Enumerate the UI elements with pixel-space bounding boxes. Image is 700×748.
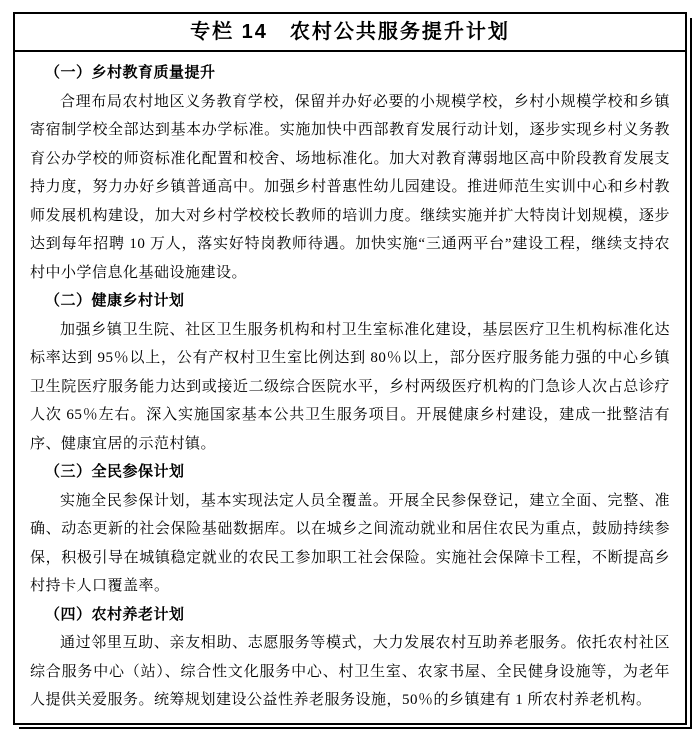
- section-paragraph: 通过邻里互助、亲友相助、志愿服务等模式，大力发展农村互助养老服务。依托农村社区综合服务中心（站）、综合性文化服务中心、村卫生室、农家书屋、全民健身设施等，为老年人提供关爱服务。统筹规划建设公益性养老服务设施，50％的乡镇建有 1 所农村养老机构。: [30, 635, 670, 708]
- info-box: [13, 12, 687, 725]
- box-shadow-right: [690, 18, 692, 729]
- box-title: 专栏 14 农村公共服务提升计划: [15, 14, 685, 52]
- section-paragraph: 合理布局农村地区义务教育学校，保留并办好必要的小规模学校，乡村小规模学校和乡镇寄宿制学校全部达到基本办学标准。实施加快中西部教育发展行动计划，逐步实现乡村义务教育公办学校的师资标准化配置和校舍、场地标准化。加大对教育薄弱地区高中阶段教育发展支持力度，努力办好乡镇普通高中。加强乡村普惠性幼儿园建设。推进师范生实训中心和乡村教师发展机构建设，加大对乡村学校校长教师的培训力度。继续实施并扩大特岗计划规模，逐步达到每年招聘 10 万人，落实好特岗教师待遇。加快实施“三通两平台”建设工程，继续支持农村中小学信息化基础设施建设。: [30, 93, 670, 281]
- section-health: [30, 287, 670, 458]
- section-heading: （一）乡村教育质量提升: [45, 65, 216, 81]
- section-elderly-care: [30, 601, 670, 715]
- section-paragraph: 实施全民参保计划，基本实现法定人员全覆盖。开展全民参保登记，建立全面、完整、准确、动态更新的社会保险基础数据库。以在城乡之间流动就业和居住农民为重点，鼓励持续参保，积极引导在城镇稳定就业的农民工参加职工社会保险。实施社会保障卡工程，不断提高乡村持卡人口覆盖率。: [30, 492, 670, 594]
- section-paragraph: 加强乡镇卫生院、社区卫生服务机构和村卫生室标准化建设，基层医疗卫生机构标准化达标率达到 95％以上，公有产权村卫生室比例达到 80％以上，部分医疗服务能力强的中心乡镇卫生院医疗服务能力达到或接近二级综合医院水平，乡村两级医疗机构的门急诊人次占总诊疗人次 65％左右。深入实施国家基本公共卫生服务项目。开展健康乡村建设，建成一批整洁有序、健康宜居的示范村镇。: [30, 321, 670, 452]
- section-heading: （二）健康乡村计划: [45, 293, 185, 309]
- section-education: [30, 59, 670, 287]
- box-shadow-bottom: [19, 727, 692, 729]
- section-heading: （四）农村养老计划: [45, 606, 185, 623]
- section-heading: （三）全民参保计划: [45, 464, 185, 480]
- section-social-insurance: [30, 458, 670, 601]
- box-body: [15, 52, 685, 715]
